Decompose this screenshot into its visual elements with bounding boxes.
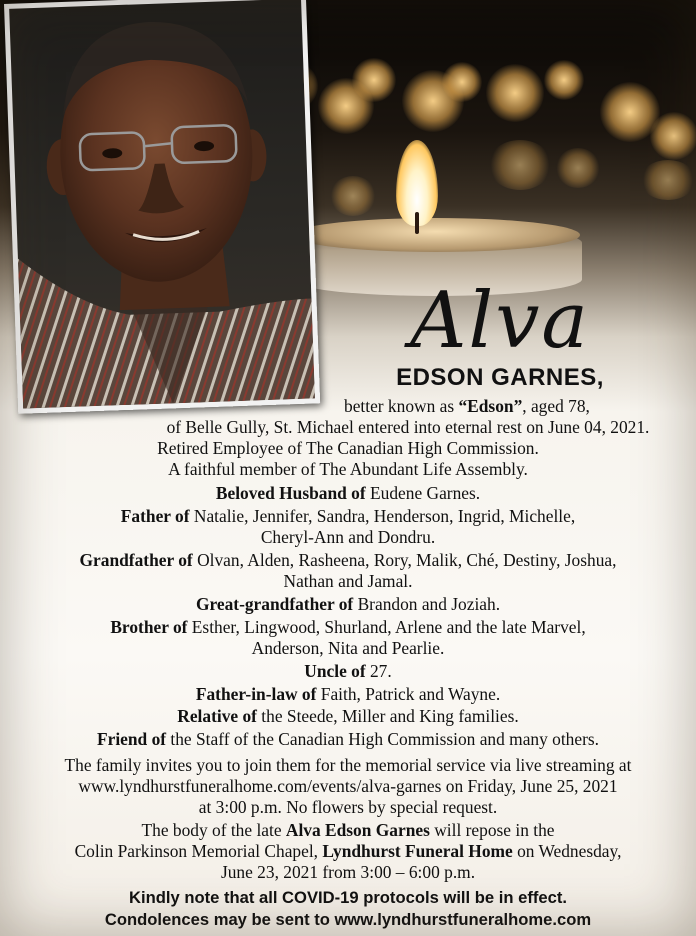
full-name: EDSON GARNES, xyxy=(396,364,604,391)
church-line: A faithful member of The Abundant Life Assembly. xyxy=(168,459,528,479)
relative-line: Relative of the Steede, Miller and King families. xyxy=(177,706,519,726)
husband-line: Beloved Husband of Eudene Garnes. xyxy=(215,483,481,503)
age-text: , aged 78, xyxy=(522,396,590,416)
service-line-3: at 3:00 p.m. No flowers by special request. xyxy=(198,797,498,817)
grandfather-line-2: Nathan and Jamal. xyxy=(283,571,413,591)
chapel-line: Colin Parkinson Memorial Chapel, Lyndhurst Funeral Home on Wednesday, xyxy=(74,841,622,861)
father-line-2: Cheryl-Ann and Dondru. xyxy=(260,527,436,547)
condolences-notice: Condolences may be sent to www.lyndhurstfuneralhome.com xyxy=(104,910,592,929)
portrait-photo xyxy=(4,0,320,414)
father-in-law-line: Father-in-law of Faith, Patrick and Wayne. xyxy=(195,684,501,704)
residence-line: of Belle Gully, St. Michael entered into eternal rest on June 04, 2021. xyxy=(166,417,650,437)
friend-line: Friend of the Staff of the Canadian High Commission and many others. xyxy=(96,729,599,749)
great-grandfather-line: Great-grandfather of Brandon and Joziah. xyxy=(195,594,501,614)
covid-notice: Kindly note that all COVID-19 protocols will be in effect. xyxy=(129,888,567,907)
brother-line-2: Anderson, Nita and Pearlie. xyxy=(251,638,445,658)
known-as-prefix: better known as xyxy=(344,396,459,416)
repose-line: The body of the late Alva Edson Garnes will repose in the xyxy=(141,820,555,840)
employment-line: Retired Employee of The Canadian High Commission. xyxy=(157,438,539,458)
brother-line: Brother of Esther, Lingwood, Shurland, Arlene and the late Marvel, xyxy=(110,617,586,637)
service-line-1: The family invites you to join them for the memorial service via live streaming at xyxy=(64,755,632,775)
known-as-line xyxy=(330,396,696,417)
first-name: Alva xyxy=(410,276,590,366)
uncle-line: Uncle of 27. xyxy=(304,661,392,681)
repose-time-line: June 23, 2021 from 3:00 – 6:00 p.m. xyxy=(220,862,476,882)
service-line-2: www.lyndhurstfuneralhome.com/events/alva-garnes on Friday, June 25, 2021 xyxy=(78,776,618,796)
nickname: “Edson” xyxy=(458,396,523,416)
father-line: Father of Natalie, Jennifer, Sandra, Henderson, Ingrid, Michelle, xyxy=(120,506,576,526)
grandfather-line: Grandfather of Olvan, Alden, Rasheena, Rory, Malik, Ché, Destiny, Joshua, xyxy=(79,550,617,570)
